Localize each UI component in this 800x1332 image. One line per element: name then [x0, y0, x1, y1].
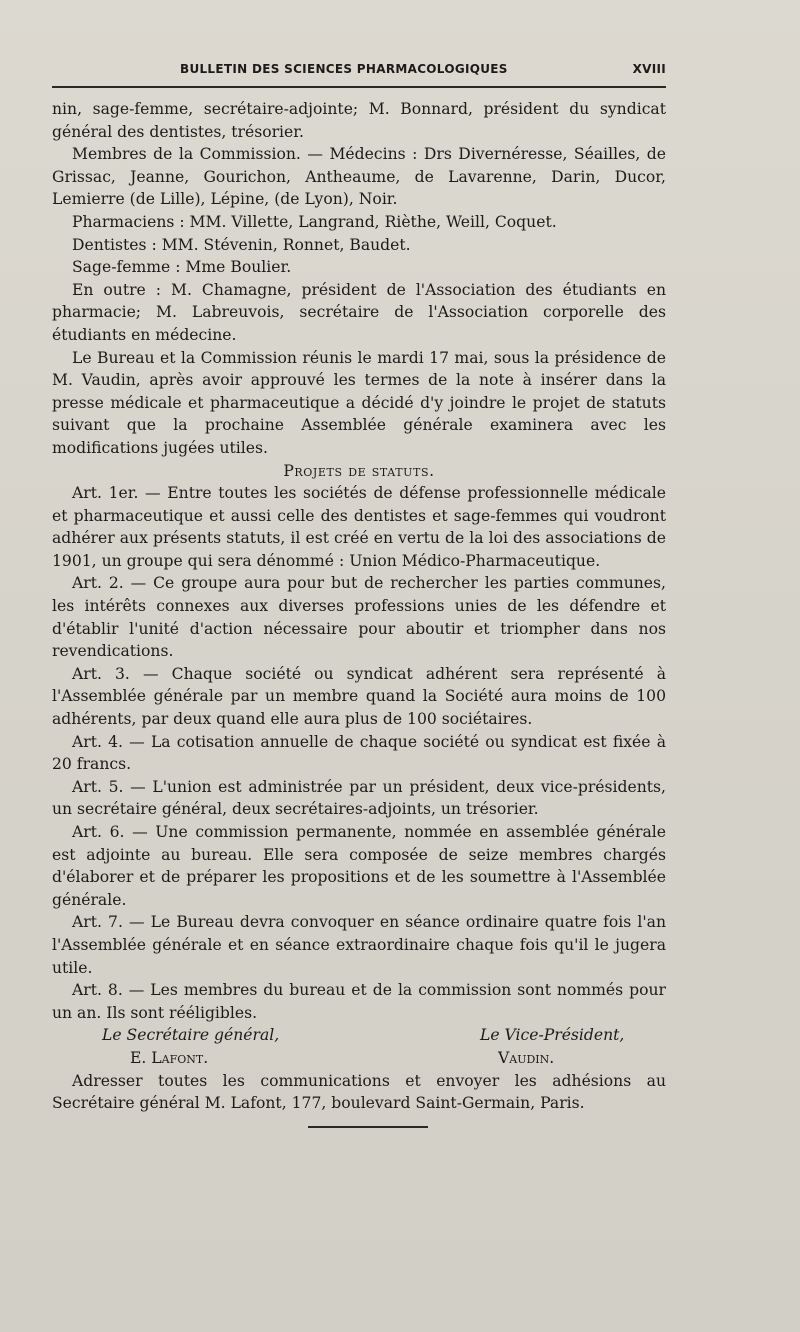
article-5: Art. 5. — L'union est administrée par un président, deux vice-présidents, un secrétaire général, deux secrétaires-adjoints, un trésorier.	[52, 777, 666, 819]
closing-paragraph: Adresser toutes les communications et envoyer les adhésions au Secrétaire général M. Lafont, 177, boulevard Saint-Germain, Paris.	[52, 1071, 666, 1113]
running-head	[52, 58, 666, 84]
paragraph-continuation: nin, sage-femme, secrétaire-adjointe; M. Bonnard, président du syndicat général des dentistes, trésorier.	[52, 100, 666, 141]
footer-rule	[308, 1126, 428, 1128]
article-7: Art. 7. — Le Bureau devra convoquer en séance ordinaire quatre fois l'an l'Assemblée générale et en séance extraordinaire chaque fois qu'il le jugera utile.	[52, 913, 666, 977]
signature-left-title: Le Secrétaire général,	[102, 1026, 280, 1045]
signature-titles	[52, 1024, 666, 1047]
signature-names	[52, 1047, 666, 1070]
page-number: XVIII	[632, 62, 666, 76]
article-2: Art. 2. — Ce groupe aura pour but de rechercher les parties communes, les intérêts connexes aux diverses professions unies de les défendre et d'établir l'unité d'action nécessaire pour aboutir et triompher dans nos revendications.	[52, 574, 666, 661]
journal-title: BULLETIN DES SCIENCES PHARMACOLOGIQUES	[180, 62, 508, 76]
paragraph-pharmaciens: Pharmaciens : MM. Villette, Langrand, Rièthe, Weill, Coquet.	[72, 212, 557, 231]
signature-right-name: Vaudin.	[498, 1048, 555, 1067]
body-text	[52, 98, 666, 1115]
paragraph-bureau-commission: Le Bureau et la Commission réunis le mardi 17 mai, sous la présidence de M. Vaudin, après avoir approuvé les termes de la note à insérer dans la presse médicale et pharmaceutique a décidé d'y joindre le projet de statuts suivant que la prochaine Assemblée générale examinera avec les modifications jugées utiles.	[52, 348, 666, 457]
section-heading: Projets de statuts.	[283, 461, 435, 480]
article-3: Art. 3. — Chaque société ou syndicat adhérent sera représenté à l'Assemblée générale par un membre quand la Société aura moins de 100 adhérents, par deux quand elle aura plus de 100 sociétaires.	[52, 664, 666, 729]
article-6: Art. 6. — Une commission permanente, nommée en assemblée générale est adjointe au bureau. Elle sera composée de seize membres chargés d'élaborer et de préparer les propositions et de les soumettre à l'Assemblée générale.	[52, 823, 666, 909]
paragraph-en-outre: En outre : M. Chamagne, président de l'Association des étudiants en pharmacie; M. Labreuvois, secrétaire de l'Association corporelle des étudiants en médecine.	[52, 280, 666, 344]
paragraph-commission-medecins: Membres de la Commission. — Médecins : Drs Divernéresse, Séailles, de Grissac, Jeanne, Gourichon, Antheaume, de Lavarenne, Darin, Ducor, Lemierre (de Lille), Lépine, (de Lyon), Noir.	[52, 145, 666, 209]
header-rule	[52, 86, 666, 88]
paragraph-dentistes: Dentistes : MM. Stévenin, Ronnet, Baudet.	[72, 235, 411, 254]
article-1: Art. 1er. — Entre toutes les sociétés de défense professionnelle médicale et pharmaceutique et aussi celle des dentistes et sage-femmes qui voudront adhérer aux présents statuts, il est créé en vertu de la loi des associations de 1901, un groupe qui sera dénommé : Union Médico-Pharmaceutique.	[52, 484, 666, 570]
signature-left-name: E. Lafont.	[130, 1048, 209, 1067]
article-4: Art. 4. — La cotisation annuelle de chaque société ou syndicat est fixée à 20 francs.	[52, 732, 666, 774]
paragraph-sage-femme: Sage-femme : Mme Boulier.	[72, 258, 292, 277]
signature-right-title: Le Vice-Président,	[480, 1026, 625, 1045]
article-8: Art. 8. — Les membres du bureau et de la commission sont nommés pour un an. Ils sont rééligibles.	[52, 981, 666, 1022]
